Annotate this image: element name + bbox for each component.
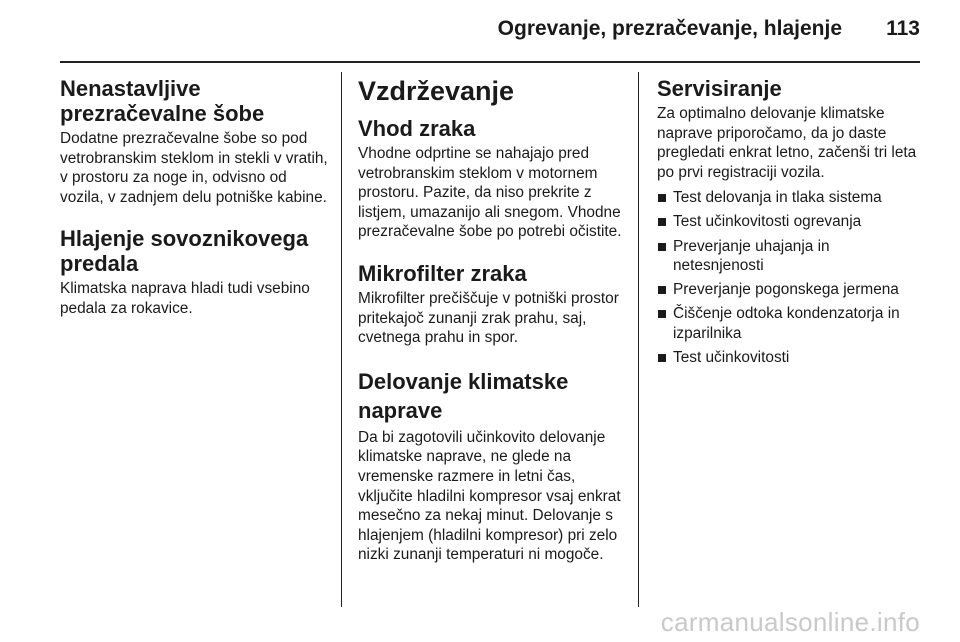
- column-2: [358, 76, 628, 565]
- section-intro: Za optimalno delovanje klimatske naprave priporočamo, da jo daste pregledati enkrat letno, začenši tri leta po prvi registraciji vozila.: [657, 105, 917, 181]
- list-item-text: Test delovanja in tlaka sistema: [673, 189, 882, 207]
- column-separator-2: [638, 72, 639, 607]
- section-body: Da bi zagotovili učinkovito delovanje klimatske naprave, ne glede na vremenske razmere in letni čas, vključite hladilni kompresor vsaj enkrat mesečno za nekaj minut. Delovanje s hlajenjem (hladilni kompresor) pri zelo nizki zunanji temperaturi ni mogoče.: [358, 428, 621, 564]
- list-item: [657, 348, 922, 368]
- bullet-square-icon: [658, 194, 666, 202]
- watermark: carmanualsonline.info: [660, 607, 920, 637]
- section-heading: Vhod zraka: [358, 116, 476, 141]
- list-item-text: Preverjanje uhajanja in netesnjenosti: [673, 237, 830, 275]
- list-item: [657, 280, 922, 300]
- column-1: [60, 76, 332, 319]
- section-body: Vhodne odprtine se nahajajo pred vetrobranskim steklom v motornem prostoru. Pazite, da niso prekrite z listjem, umazanijo ali snegom. Vhodne prezračevalne šobe po potrebi očistite.: [358, 145, 622, 241]
- page-number: 113: [886, 17, 920, 40]
- header-title: Ogrevanje, prezračevanje, hlajenje: [497, 17, 842, 40]
- header-rule: [60, 61, 920, 63]
- heading-line: Nenastavljive: [60, 76, 201, 101]
- heading-line: predala: [60, 251, 139, 277]
- column-3: [657, 76, 922, 372]
- heading-line: Delovanje klimatske: [358, 368, 569, 394]
- heading-line: naprave: [358, 397, 443, 423]
- bullet-square-icon: [658, 354, 666, 362]
- main-heading: Vzdrževanje: [358, 76, 515, 106]
- section-heading: Servisiranje: [657, 76, 782, 101]
- page-header: [0, 0, 960, 58]
- column-separator-1: [341, 72, 342, 607]
- list-item: [657, 237, 922, 276]
- section-heading: [60, 76, 332, 126]
- section-heading: [60, 226, 332, 276]
- heading-line: Hlajenje sovoznikovega: [60, 226, 309, 252]
- section-body: Dodatne prezračevalne šobe so pod vetrobranskim steklom in stekli v vratih, v prostoru za noge in, odvisno od vozila, v zadnjem delu potniške kabine.: [60, 130, 328, 206]
- service-list: [657, 188, 922, 367]
- list-item-text: Test učinkovitosti: [673, 349, 790, 367]
- list-item-text: Test učinkovitosti ogrevanja: [673, 213, 862, 231]
- section-heading: Mikrofilter zraka: [358, 260, 527, 286]
- list-item: [657, 188, 922, 208]
- list-item: [657, 212, 922, 232]
- section-body: Klimatska naprava hladi tudi vsebino pedala za rokavice.: [60, 280, 310, 317]
- bullet-square-icon: [658, 243, 666, 251]
- list-item: [657, 304, 922, 343]
- bullet-square-icon: [658, 310, 666, 318]
- section-body: Mikrofilter prečiščuje v potniški prostor pritekajoč zunanji zrak prahu, saj, cvetnega prahu in spor.: [358, 289, 619, 347]
- list-item-text: Čiščenje odtoka kondenzatorja in izparilnika: [673, 305, 900, 342]
- list-item-text: Preverjanje pogonskega jermena: [673, 281, 899, 299]
- heading-line: prezračevalne šobe: [60, 101, 265, 126]
- section-heading: [358, 367, 628, 425]
- bullet-square-icon: [658, 286, 666, 294]
- bullet-square-icon: [658, 218, 666, 226]
